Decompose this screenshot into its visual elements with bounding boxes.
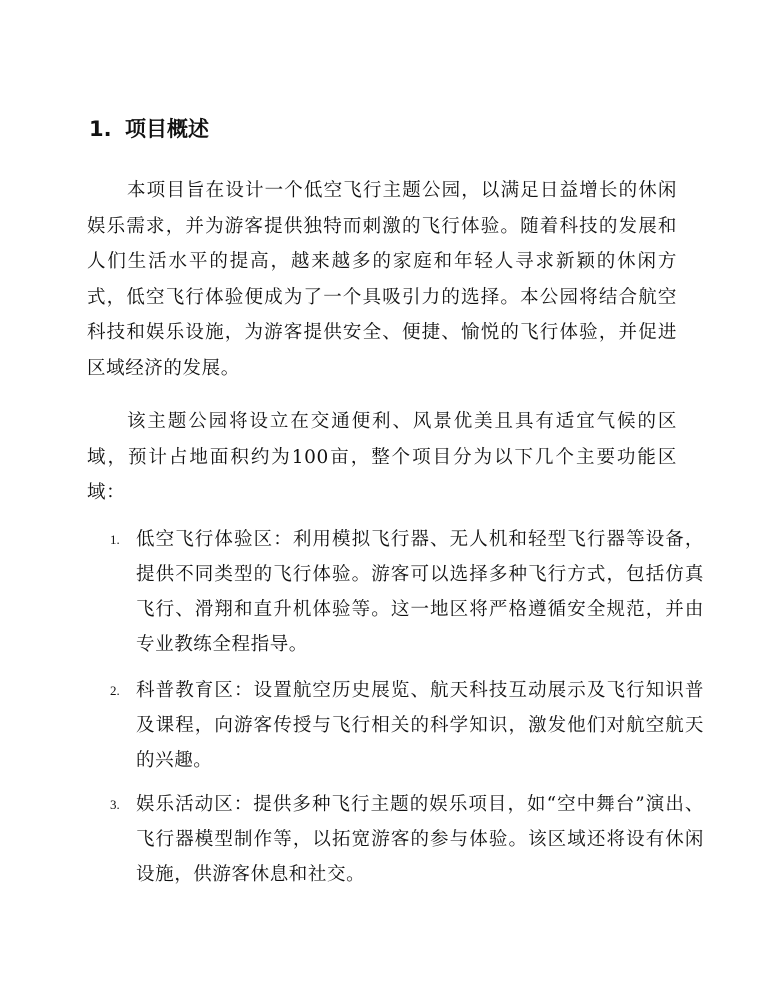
list-item-text: 科普教育区：设置航空历史展览、航天科技互动展示及飞行知识普及课程，向游客传授与飞行相关的科学知识，激发他们对航空航天的兴趣。 xyxy=(136,680,704,771)
section-number: 1. xyxy=(89,117,112,141)
list-marker: 1. xyxy=(110,532,120,547)
list-item-text: 娱乐活动区：提供多种飞行主题的娱乐项目，如“空中舞台”演出、飞行器模型制作等，以拓宽游客的参与体验。该区域还将设有休闲设施，供游客休息和社交。 xyxy=(136,794,704,885)
section-heading xyxy=(89,114,209,144)
list-item xyxy=(110,522,704,662)
list-item-text: 低空飞行体验区：利用模拟飞行器、无人机和轻型飞行器等设备，提供不同类型的飞行体验。游客可以选择多种飞行方式，包括仿真飞行、滑翔和直升机体验等。这一地区将严格遵循安全规范，并由专业教练全程指导。 xyxy=(136,529,704,655)
list-item xyxy=(110,673,704,778)
section-title: 项目概述 xyxy=(125,117,209,141)
intro-paragraph: 本项目旨在设计一个低空飞行主题公园，以满足日益增长的休闲娱乐需求，并为游客提供独特而刺激的飞行体验。随着科技的发展和人们生活水平的提高，越来越多的家庭和年轻人寻求新颖的休闲方式，低空飞行体验便成为了一个具吸引力的选择。本公园将结合航空科技和娱乐设施，为游客提供安全、便捷、愉悦的飞行体验，并促进区域经济的发展。 xyxy=(87,180,677,379)
list-item xyxy=(110,787,704,892)
list-marker: 2. xyxy=(110,683,120,698)
list-marker: 3. xyxy=(110,797,120,812)
location-paragraph: 该主题公园将设立在交通便利、风景优美且具有适宜气候的区域，预计占地面积约为100亩，整个项目分为以下几个主要功能区域： xyxy=(87,411,677,503)
